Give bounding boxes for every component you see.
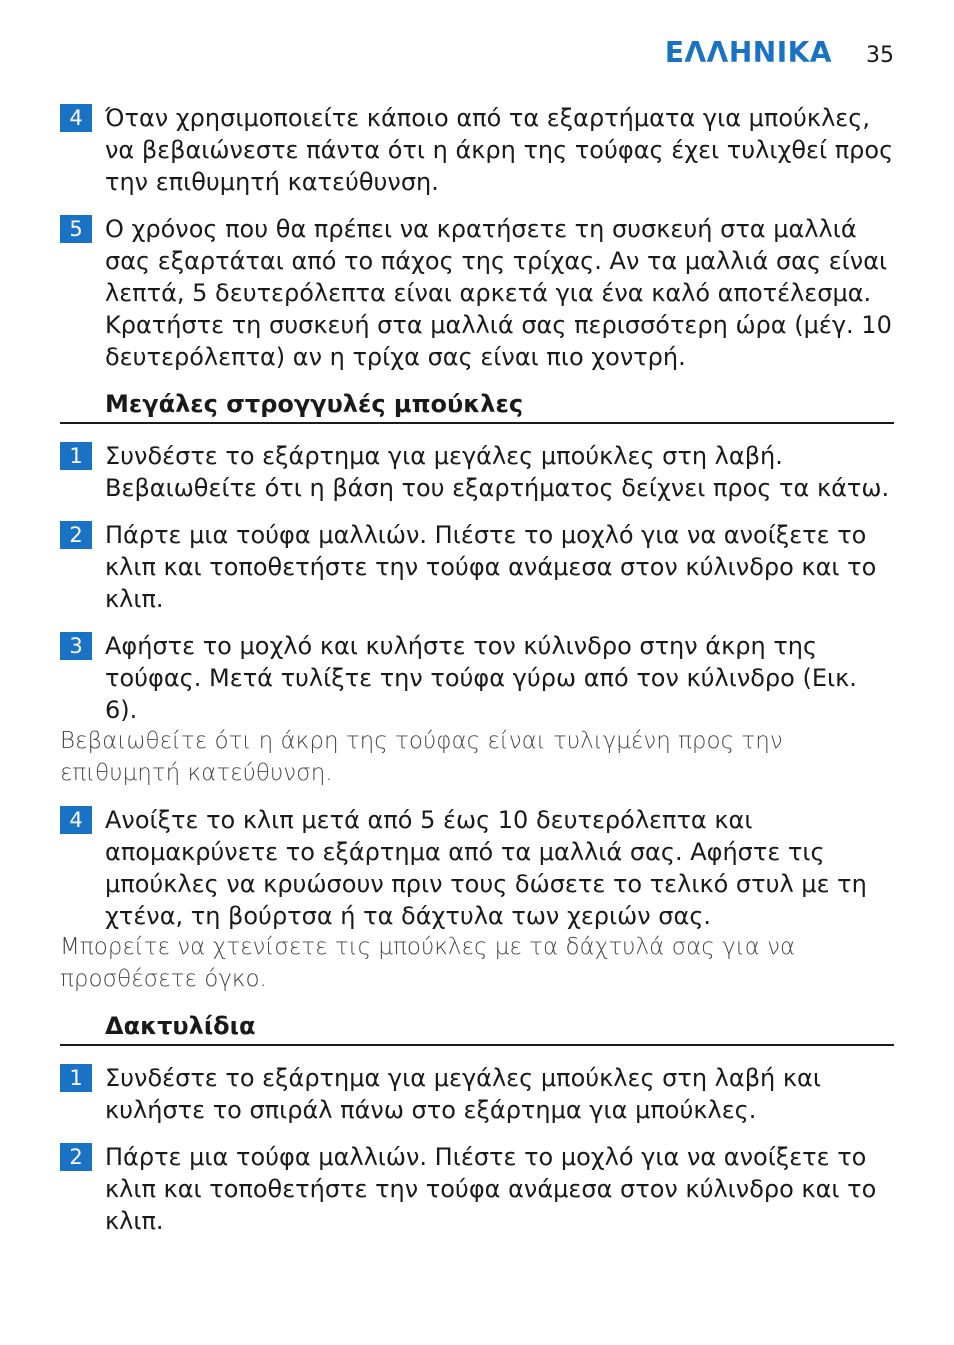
page-header	[665, 36, 894, 69]
step-note: Βεβαιωθείτε ότι η άκρη της τούφας είναι τυλιγμένη προς την επιθυμητή κατεύθυνση.	[60, 728, 783, 786]
step-text: Πάρτε μια τούφα μαλλιών. Πιέστε το μοχλό για να ανοίξετε το κλιπ και τοποθετήστε την τούφα ανάμεσα στον κύλινδρο και το κλιπ.	[105, 1143, 877, 1235]
step-number-badge: 2	[60, 1143, 92, 1171]
step-text: Όταν χρησιμοποιείτε κάποιο από τα εξαρτήματα για μπούκλες, να βεβαιώνεστε πάντα ότι η άκρη της τούφας έχει τυλιχθεί προς την επιθυμητή κατεύθυνση.	[105, 104, 894, 196]
section-header-ringlets	[0, 1010, 954, 1046]
step-item	[0, 630, 954, 726]
step-text: Ο χρόνος που θα πρέπει να κρατήσετε τη συσκευή στα μαλλιά σας εξαρτάται από το πάχος της τρίχας. Αν τα μαλλιά σας είναι λεπτά, 5 δευτερόλεπτα είναι αρκετά για ένα καλό αποτέλεσμα. Κρατήστε τη συσκευή στα μαλλιά σας περισσότερη ώρα (μέγ. 10 δευτερόλεπτα) αν η τρίχα σας είναι πιο χοντρή.	[105, 215, 892, 371]
step-number-badge: 1	[60, 442, 92, 470]
section-header-large-curls	[0, 388, 954, 424]
page-content	[0, 102, 954, 1252]
section-title: Μεγάλες στρογγυλές μπούκλες	[105, 390, 524, 418]
step-number-badge: 4	[60, 104, 92, 132]
step-item	[0, 102, 954, 198]
section-divider	[60, 1044, 894, 1046]
step-text: Αφήστε το μοχλό και κυλήστε τον κύλινδρο στην άκρη της τούφας. Μετά τυλίξτε την τούφα γύρω από τον κύλινδρο (Εικ. 6).	[105, 632, 857, 724]
step-item	[0, 1062, 954, 1126]
step-item	[0, 213, 954, 373]
step-number-badge: 2	[60, 521, 92, 549]
language-label: ΕΛΛΗΝΙΚΑ	[664, 36, 832, 69]
step-text: Συνδέστε το εξάρτημα για μεγάλες μπούκλες στη λαβή. Βεβαιωθείτε ότι η βάση του εξαρτήματος δείχνει προς τα κάτω.	[105, 442, 890, 502]
step-number-badge: 3	[60, 632, 92, 660]
step-item	[0, 440, 954, 504]
step-text: Ανοίξτε το κλιπ μετά από 5 έως 10 δευτερόλεπτα και απομακρύνετε το εξάρτημα από τα μαλλιά σας. Αφήστε τις μπούκλες να κρυώσουν πριν τους δώσετε το τελικό στυλ με τη χτένα, τη βούρτσα ή τα δάχτυλα των χεριών σας.	[105, 806, 867, 930]
step-number-badge: 5	[60, 215, 92, 243]
step-item	[0, 519, 954, 615]
section-divider	[60, 422, 894, 424]
step-item	[0, 804, 954, 932]
section-title: Δακτυλίδια	[105, 1012, 256, 1040]
step-item	[0, 1141, 954, 1237]
step-text: Πάρτε μια τούφα μαλλιών. Πιέστε το μοχλό για να ανοίξετε το κλιπ και τοποθετήστε την τούφα ανάμεσα στον κύλινδρο και το κλιπ.	[105, 521, 877, 613]
step-number-badge: 1	[60, 1064, 92, 1092]
step-number-badge: 4	[60, 806, 92, 834]
step-note: Μπορείτε να χτενίσετε τις μπούκλες με τα δάχτυλά σας για να προσθέσετε όγκο.	[60, 934, 796, 992]
step-text: Συνδέστε το εξάρτημα για μεγάλες μπούκλες στη λαβή και κυλήστε το σπιράλ πάνω στο εξάρτημα για μπούκλες.	[105, 1064, 821, 1124]
page-number: 35	[866, 43, 894, 68]
